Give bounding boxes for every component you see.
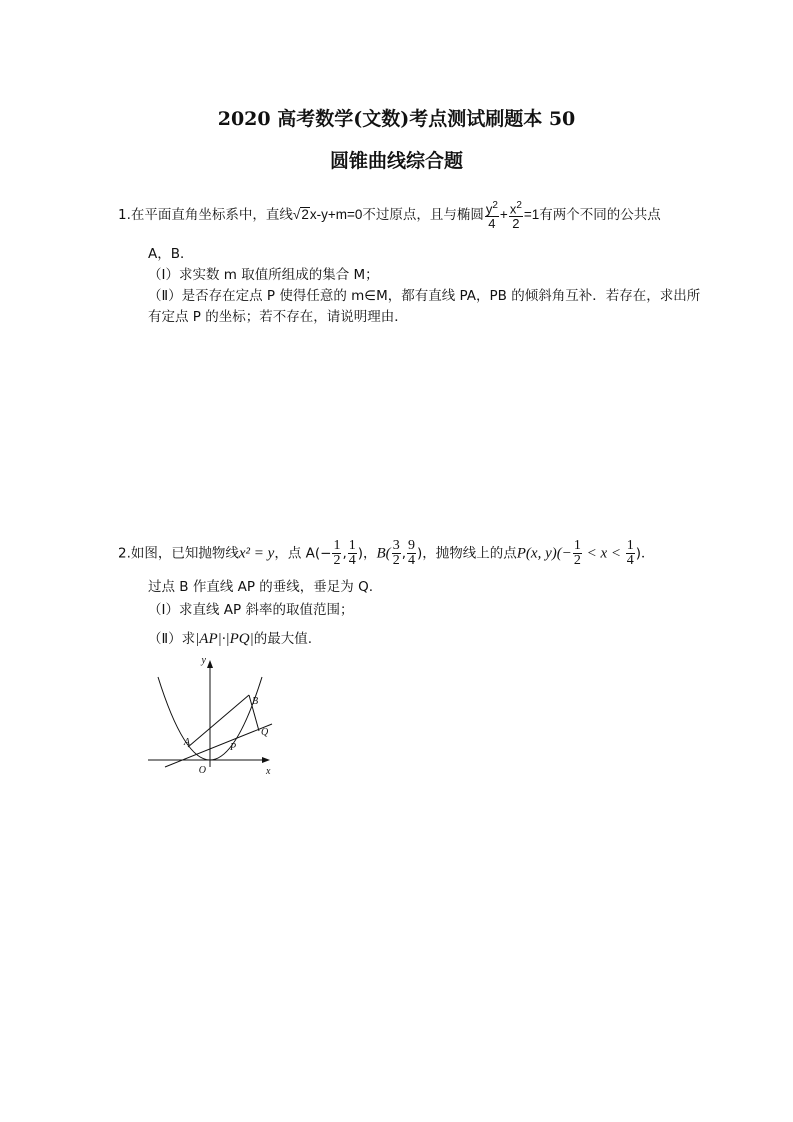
point-a-y-fraction (348, 539, 357, 568)
y-axis-label: y (201, 655, 206, 666)
stem-text: ，点 A(− (274, 545, 332, 562)
fraction-numerator: y (485, 201, 493, 217)
comma: , (401, 545, 406, 562)
fraction-denominator: 4 (485, 216, 499, 231)
stem-text: 有两个不同的公共点 (539, 207, 661, 224)
parabola-equation: x² = y (238, 545, 275, 562)
equals-one: =1 (523, 207, 540, 223)
chord-ab (188, 695, 249, 747)
fraction-denominator: 2 (333, 553, 341, 568)
stem-text: 在平面直角坐标系中，直线 (130, 207, 293, 224)
stem-text: )． (635, 545, 655, 562)
range-upper-fraction (626, 539, 635, 568)
question-number: 2. (118, 545, 131, 562)
origin-label: O (198, 765, 206, 776)
fraction-numerator: 1 (573, 538, 581, 553)
fraction-numerator: x (509, 201, 517, 217)
ellipse-fraction-x (509, 199, 523, 231)
point-a-label: A (183, 737, 190, 748)
x-axis-label: x (266, 766, 271, 777)
plus-sign: + (499, 207, 508, 223)
part-text: 的最大值. (253, 631, 313, 647)
line-equation: x-y+m=0 (309, 207, 363, 223)
parabola-figure (140, 655, 290, 785)
fraction-denominator: 2 (509, 216, 523, 231)
part-label: （Ⅱ）求 (148, 631, 196, 647)
exponent: 2 (492, 200, 498, 211)
question-2-part-1: （Ⅰ）求直线 AP 斜率的取值范围； (148, 602, 354, 618)
point-b-x-fraction (392, 539, 401, 568)
question-2-part-2 (148, 627, 312, 648)
question-2-stem (118, 539, 655, 568)
ellipse-fraction-y (485, 199, 499, 231)
question-2-line2: 过点 B 作直线 AP 的垂线，垂足为 Q. (148, 579, 374, 595)
question-1-line2: A，B． (148, 246, 194, 262)
question-1-part-2: （Ⅱ）是否存在定点 P 使得任意的 m∈M，都有直线 PA，PB 的倾斜角互补．若存在，求出所 (148, 288, 701, 304)
ap-pq-expression: |AP|·|PQ| (195, 631, 254, 647)
x-axis-arrow (262, 757, 270, 763)
y-axis-arrow (207, 660, 213, 668)
range-lower-fraction (573, 539, 582, 568)
stem-text: )， (357, 545, 377, 562)
fraction-denominator: 4 (626, 553, 634, 568)
sqrt-radicand: 2 (301, 207, 309, 223)
fraction-numerator: 1 (626, 538, 634, 553)
point-p-label: P (230, 742, 237, 753)
fraction-numerator: 9 (407, 538, 415, 553)
point-a-x-fraction (332, 539, 341, 568)
point-b-label: B( (376, 545, 391, 562)
point-q-label: Q (261, 727, 269, 738)
page-title: 2020 高考数学(文数)考点测试刷题本 50 (217, 108, 576, 130)
question-1-part-1: （Ⅰ）求实数 m 取值所组成的集合 M； (148, 267, 379, 283)
question-1-part-2-cont: 有定点 P 的坐标；若不存在，请说明理由． (148, 309, 408, 325)
stem-text: 不过原点，且与椭圆 (362, 207, 484, 224)
fraction-numerator: 1 (333, 538, 341, 553)
fraction-numerator: 1 (348, 538, 356, 553)
comma: , (342, 545, 347, 562)
question-1-stem (118, 199, 661, 231)
fraction-denominator: 2 (392, 553, 400, 568)
point-b-label: B (252, 696, 259, 707)
page-subtitle: 圆锥曲线综合题 (329, 150, 463, 172)
stem-text: )，抛物线上的点 (416, 545, 517, 562)
fraction-numerator: 3 (392, 538, 400, 553)
point-b-y-fraction (407, 539, 416, 568)
point-p-label: P(x, y)(− (516, 545, 572, 562)
sqrt-expression: √2 (292, 207, 309, 223)
question-number: 1. (118, 207, 131, 224)
exponent: 2 (516, 200, 522, 211)
line-ap (165, 724, 272, 767)
fraction-denominator: 2 (573, 553, 581, 568)
stem-text: 如图，已知抛物线 (130, 545, 239, 562)
fraction-denominator: 4 (348, 553, 356, 568)
range-inequality: < x < (582, 545, 625, 562)
fraction-denominator: 4 (407, 553, 415, 568)
